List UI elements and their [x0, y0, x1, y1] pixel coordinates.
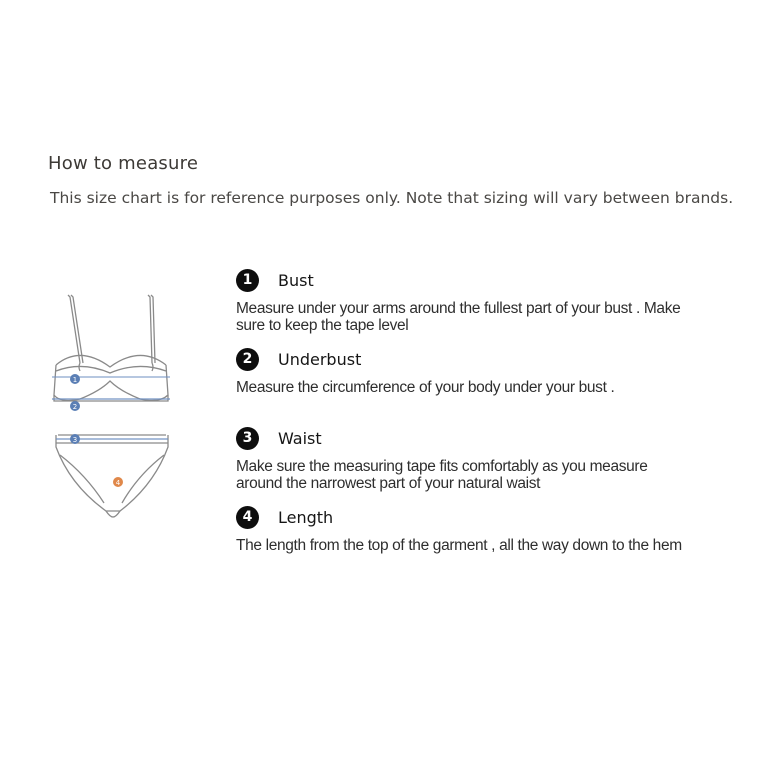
measure-item-waist: [236, 426, 756, 492]
bra-drawing: [54, 295, 168, 401]
number-badge: 2: [236, 348, 259, 371]
reference-note: This size chart is for reference purposes only. Note that sizing will vary between brands.: [50, 189, 734, 207]
lingerie-illustration: [40, 285, 190, 535]
item-title: Underbust: [278, 349, 362, 369]
number-badge: 1: [236, 269, 259, 292]
item-description: [236, 379, 756, 396]
number-badge: 3: [236, 427, 259, 450]
item-title: Bust: [278, 270, 314, 290]
item-description: [236, 537, 756, 554]
svg-text:1: 1: [72, 376, 78, 384]
desc-line: around the narrowest part of your natural waist: [236, 475, 541, 492]
number-badge: 4: [236, 506, 259, 529]
desc-line: Measure the circumference of your body under your bust .: [236, 379, 615, 396]
desc-line: Measure under your arms around the fullest part of your bust . Make: [236, 300, 681, 317]
item-description: [236, 458, 756, 492]
desc-line: The length from the top of the garment , all the way down to the hem: [236, 537, 682, 554]
panty-drawing: [56, 435, 168, 517]
svg-text:3: 3: [72, 436, 78, 444]
desc-line: sure to keep the tape level: [236, 317, 409, 334]
measure-item-length: [236, 505, 756, 554]
measure-item-bust: [236, 268, 756, 334]
bikini-diagram: [40, 285, 190, 535]
item-description: [236, 300, 756, 334]
item-title: Length: [278, 507, 334, 527]
svg-text:2: 2: [72, 403, 78, 411]
page-title: How to measure: [48, 153, 199, 174]
item-title: Waist: [278, 428, 322, 448]
measure-item-underbust: [236, 347, 756, 396]
desc-line: Make sure the measuring tape fits comfortably as you measure: [236, 458, 648, 475]
svg-text:4: 4: [115, 479, 121, 487]
